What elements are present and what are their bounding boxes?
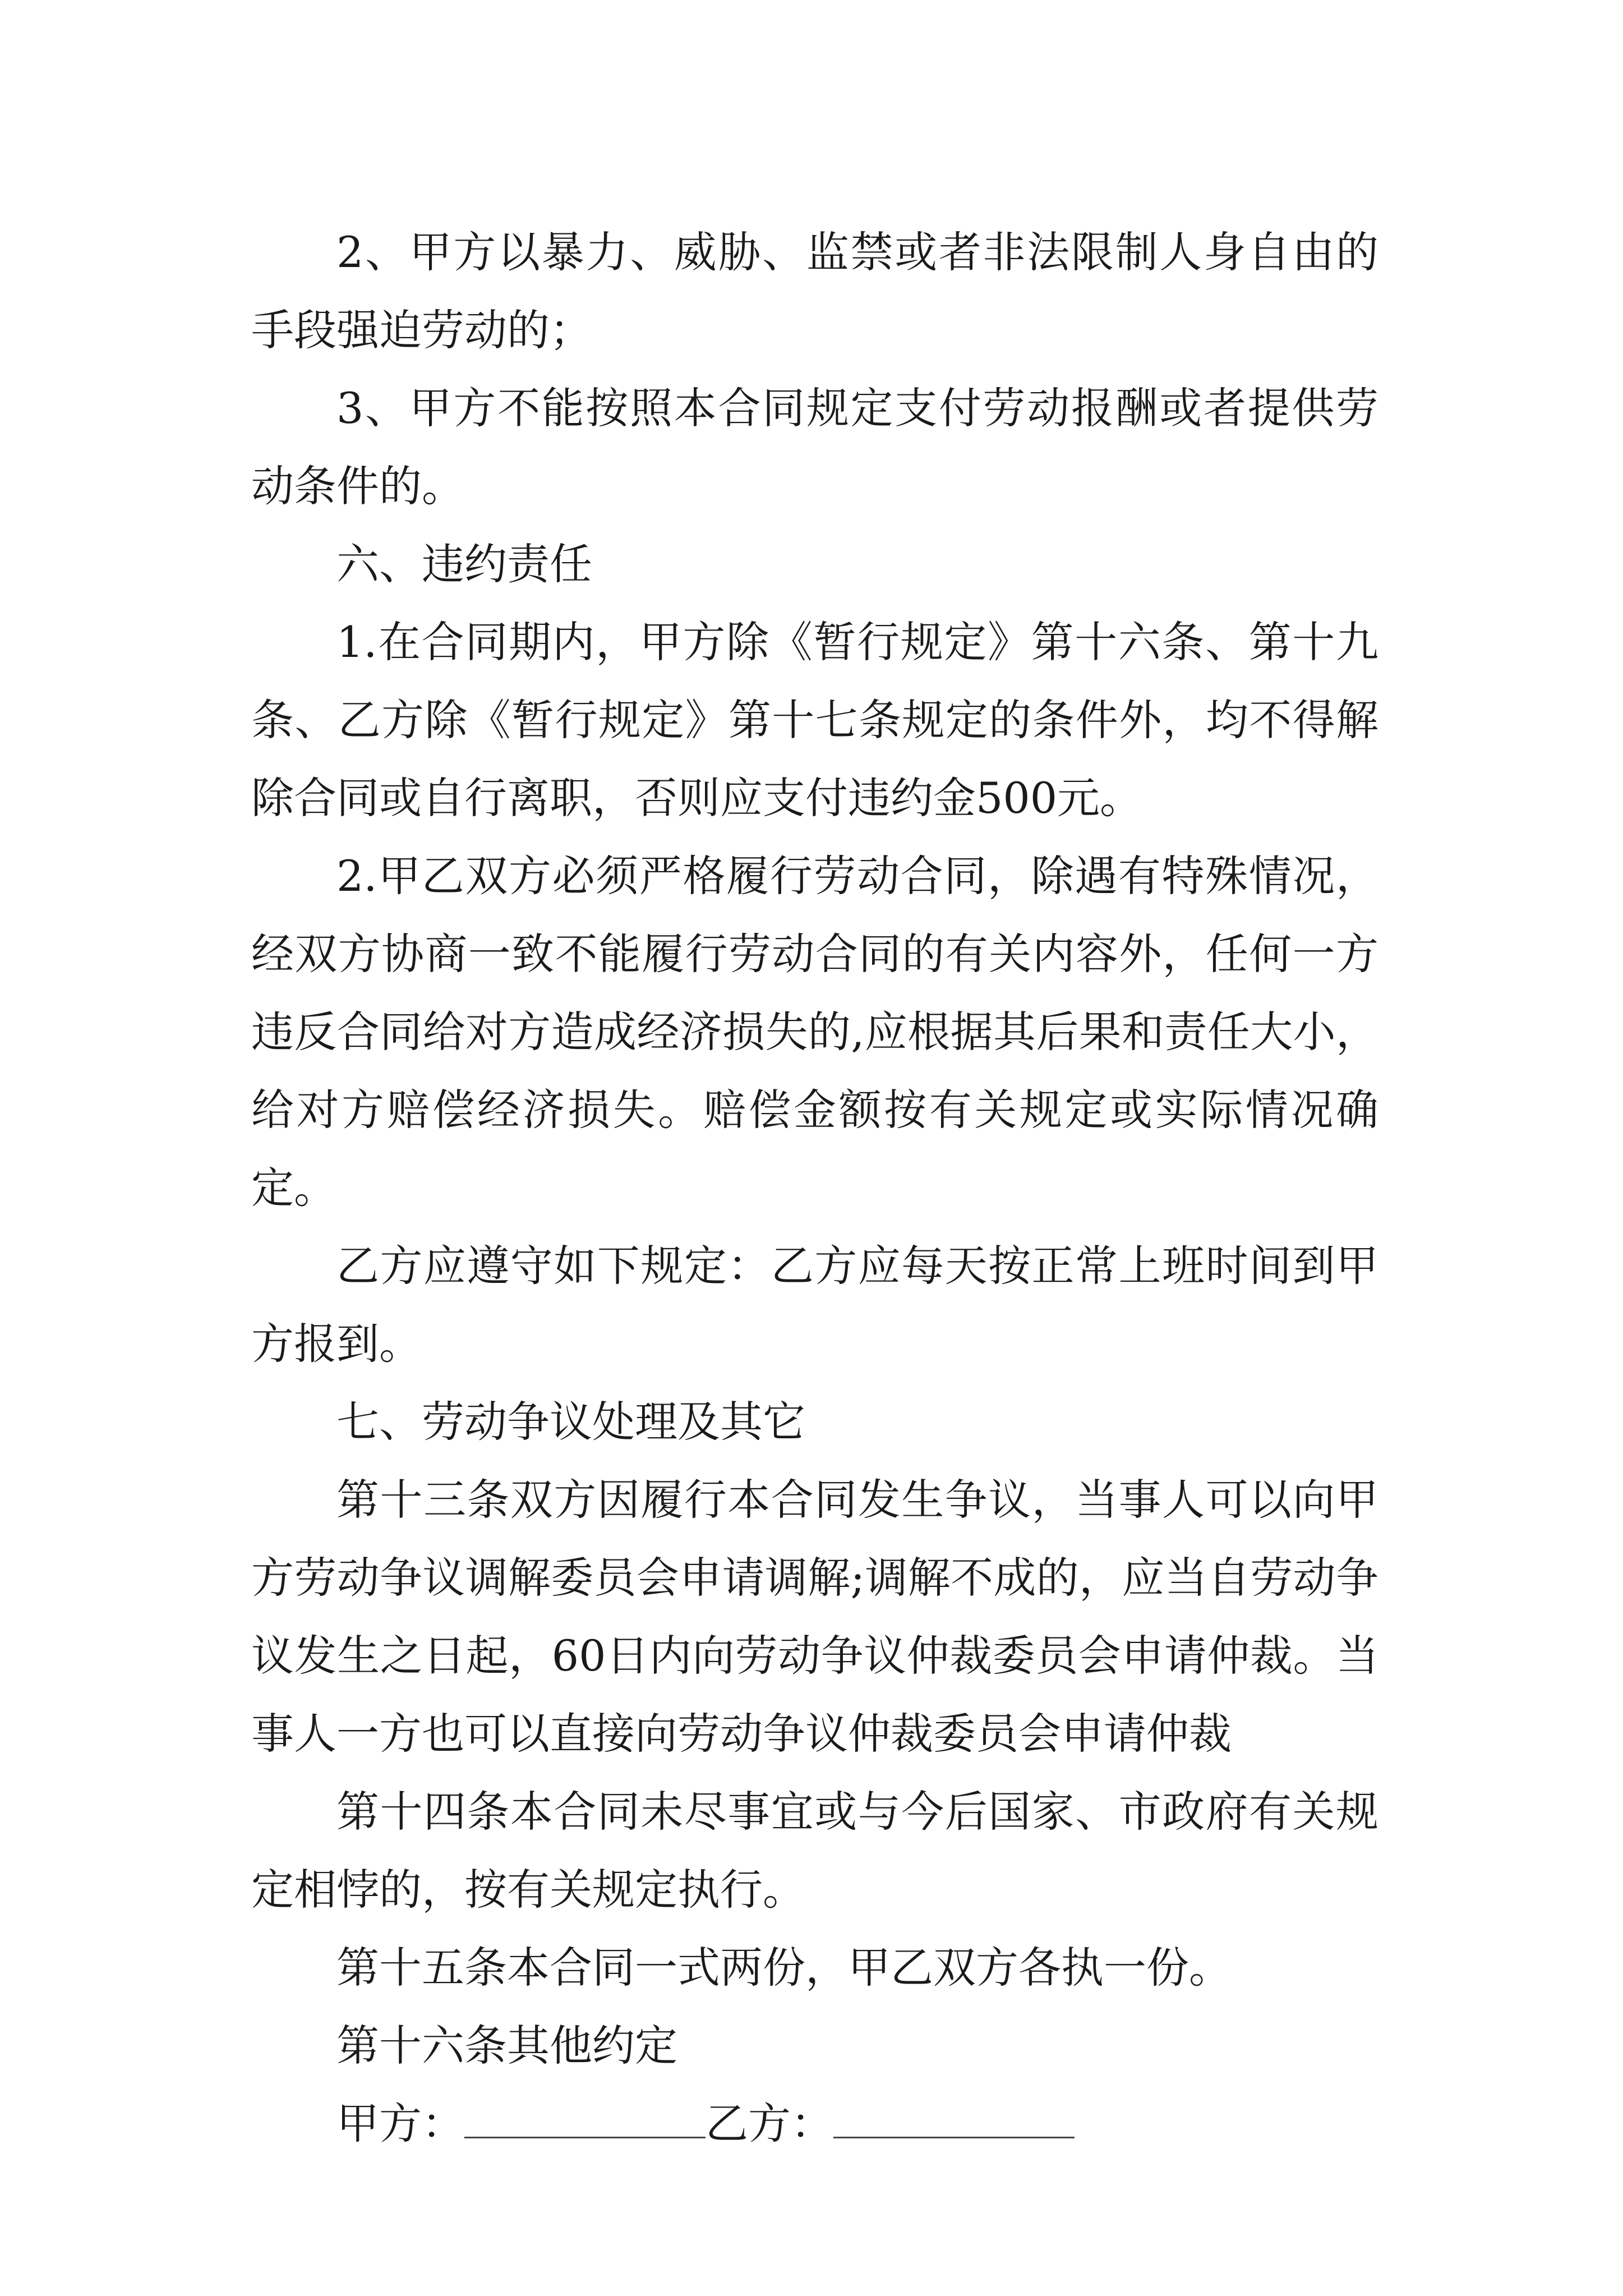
paragraph-clause-3: 3、甲方不能按照本合同规定支付劳动报酬或者提供劳动条件的。: [251, 383, 1378, 511]
party-a-signature-blank: [464, 2103, 706, 2138]
paragraph-breach-1: 1.在合同期内，甲方除《暂行规定》第十六条、第十九条、乙方除《暂行规定》第十七条规定的条件外，均不得解除合同或自行离职，否则应支付违约金500元。: [251, 617, 1378, 823]
paragraph-attendance-rule: 乙方应遵守如下规定：乙方应每天按正常上班时间到甲方报到。: [251, 1241, 1378, 1369]
paragraph-article-13: 第十三条双方因履行本合同发生争议，当事人可以向甲方劳动争议调解委员会申请调解;调解不成的，应当自劳动争议发生之日起，60日内向劳动争议仲裁委员会申请仲裁。当事人一方也可以直接向劳动争议仲裁委员会申请仲裁: [251, 1475, 1378, 1759]
paragraph-breach-2: 2.甲乙双方必须严格履行劳动合同，除遇有特殊情况，经双方协商一致不能履行劳动合同的有关内容外，任何一方违反合同给对方造成经济损失的,应根据其后果和责任大小，给对方赔偿经济损失。赔偿金额按有关规定或实际情况确定。: [251, 851, 1378, 1213]
paragraph-article-15: 第十五条本合同一式两份，甲乙双方各执一份。: [336, 1943, 1232, 1993]
section-heading-breach-liability: 六、违约责任: [336, 539, 592, 589]
signature-line: [251, 2085, 1378, 2162]
party-b-label: 乙方：: [706, 2099, 833, 2148]
party-a-label: 甲方：: [336, 2099, 464, 2148]
paragraph-clause-2: 2、甲方以暴力、威胁、监禁或者非法限制人身自由的手段强迫劳动的；: [251, 227, 1378, 355]
paragraph-article-16: 第十六条其他约定: [336, 2021, 677, 2070]
paragraph-article-14: 第十四条本合同未尽事宜或与今后国家、市政府有关规定相悖的，按有关规定执行。: [251, 1787, 1378, 1915]
document-page: [251, 213, 1378, 2162]
party-b-signature-blank: [833, 2103, 1075, 2138]
section-heading-dispute-resolution: 七、劳动争议处理及其它: [336, 1397, 805, 1447]
